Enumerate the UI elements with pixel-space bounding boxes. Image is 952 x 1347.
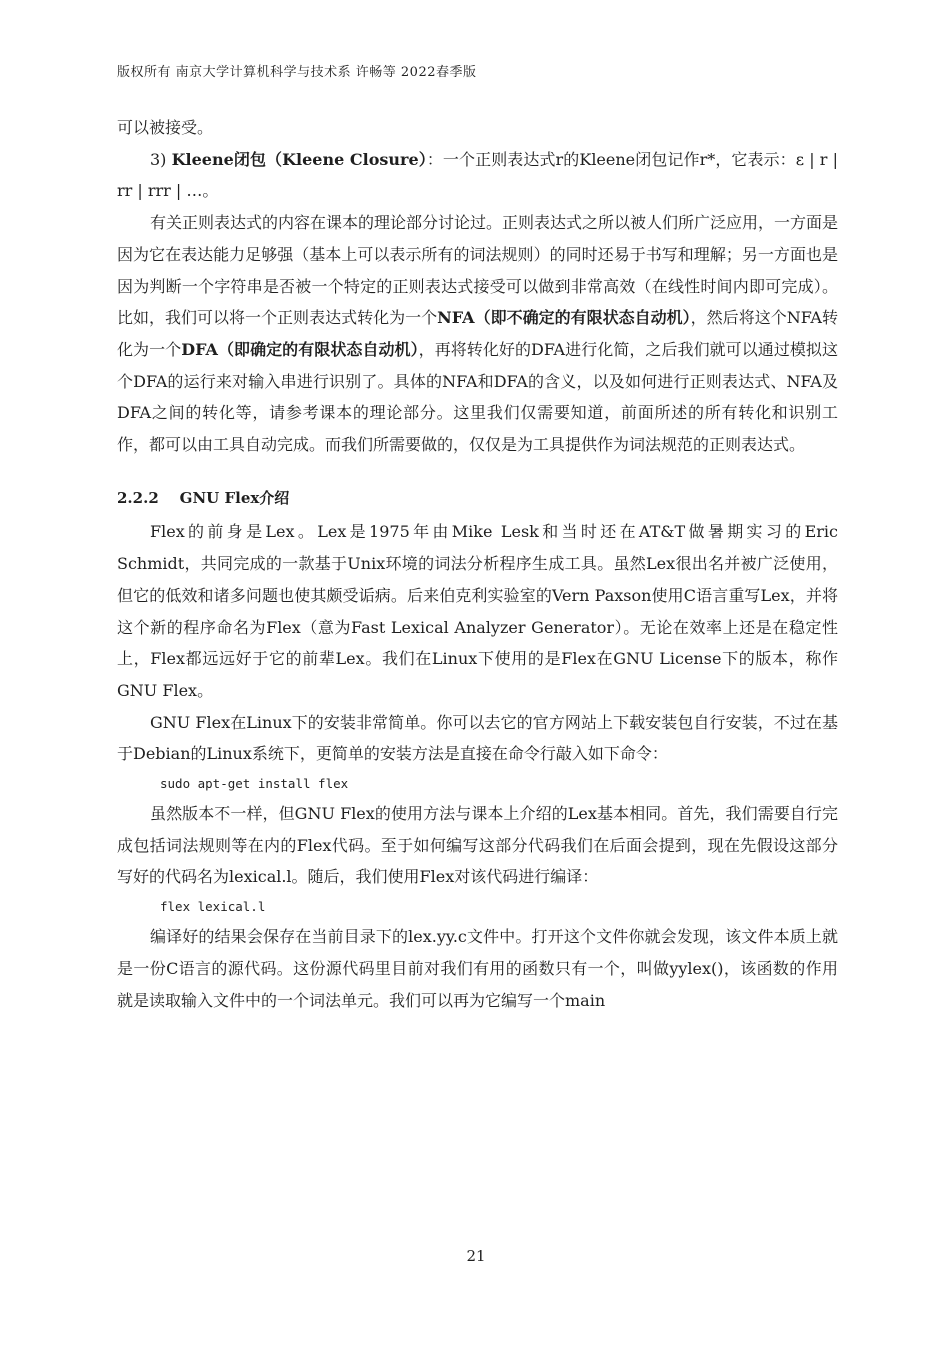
- paragraph: 可以被接受。: [117, 118, 214, 137]
- running-header: 版权所有 南京大学计算机科学与技术系 许畅等 2022春季版: [117, 65, 477, 80]
- paragraph-regex-overview: [117, 207, 838, 461]
- kleene-closure-definition: ：一个正则表达式r的Kleene闭包记作r*，它表示：ε | r | rr | rrr | …。: [117, 149, 838, 201]
- paragraph-lex-output: 编译好的结果会保存在当前目录下的lex.yy.c文件中。打开这个文件你就会发现，该文件本质上就是一份C语言的源代码。这份源代码里目前对我们有用的函数只有一个，叫做yylex()，该函数的作用就是读取输入文件中的一个词法单元。我们可以再为它编写一个main: [117, 927, 838, 1010]
- list-marker: 3): [150, 149, 172, 169]
- paragraph-flex-history: Flex的前身是Lex。Lex是1975年由Mike Lesk和当时还在AT&T做暑期实习的Eric Schmidt，共同完成的一款基于Unix环境的词法分析程序生成工具。虽然Lex很出名并被广泛使用，但它的低效和诸多问题也使其颇受诟病。后来伯克利实验室的Vern Paxson使用C语言重写Lex，并将这个新的程序命名为Flex（意为Fast Lexical Analyzer Generator）。无论在效率上还是在稳定性上，Flex都远远好于它的前辈Lex。我们在Linux下使用的是Flex在GNU License下的版本，称作GNU Flex。: [117, 522, 838, 700]
- code-install-command: sudo apt-get install flex: [160, 776, 349, 792]
- dfa-term: DFA（即确定的有限状态自动机）: [181, 339, 419, 359]
- paragraph-kleene-closure: [117, 144, 838, 207]
- text-run: ，再将转化好的DFA进行化简，之后我们就可以通过模拟这个DFA的运行来对输入串进行识别了。具体的NFA和DFA的含义，以及如何进行正则表达式、NFA及DFA之间的转化等，请参考课本的理论部分。这里我们仅需要知道，前面所述的所有转化和识别工作，都可以由工具自动完成。而我们所需要做的，仅仅是为工具提供作为词法规范的正则表达式。: [117, 339, 838, 455]
- section-heading: 2.2.2 GNU Flex介绍: [117, 488, 290, 507]
- code-compile-command: flex lexical.l: [160, 899, 266, 915]
- paragraph-flex-usage: 虽然版本不一样，但GNU Flex的使用方法与课本上介绍的Lex基本相同。首先，我们需要自行完成包括词法规则等在内的Flex代码。至于如何编写这部分代码我们在后面会提到，现在先假设这部分写好的代码名为lexical.l。随后，我们使用Flex对该代码进行编译：: [117, 804, 838, 887]
- paragraph-flex-install: GNU Flex在Linux下的安装非常简单。你可以去它的官方网站上下载安装包自行安装，不过在基于Debian的Linux系统下，更简单的安装方法是直接在命令行敲入如下命令：: [117, 712, 838, 764]
- page-number: 21: [466, 1247, 486, 1265]
- kleene-closure-term: Kleene闭包（Kleene Closure）: [171, 149, 427, 169]
- nfa-term: NFA（即不确定的有限状态自动机）: [437, 308, 691, 328]
- text-run: 有关正则表达式的内容在课本的理论部分讨论过。正则表达式之所以被人们所广泛应用，一方面是因为它在表达能力足够强（基本上可以表示所有的词法规则）的同时还易于书写和理解；另一方面也是因为判断一个字符串是否被一个特定的正则表达式接受可以做到非常高效（在线性时间内即可完成）。比如，我们可以将一个正则表达式转化为一个: [117, 213, 839, 328]
- body-text: [117, 112, 838, 1016]
- text-run: ，然后将这个NFA转化为一个: [117, 308, 838, 359]
